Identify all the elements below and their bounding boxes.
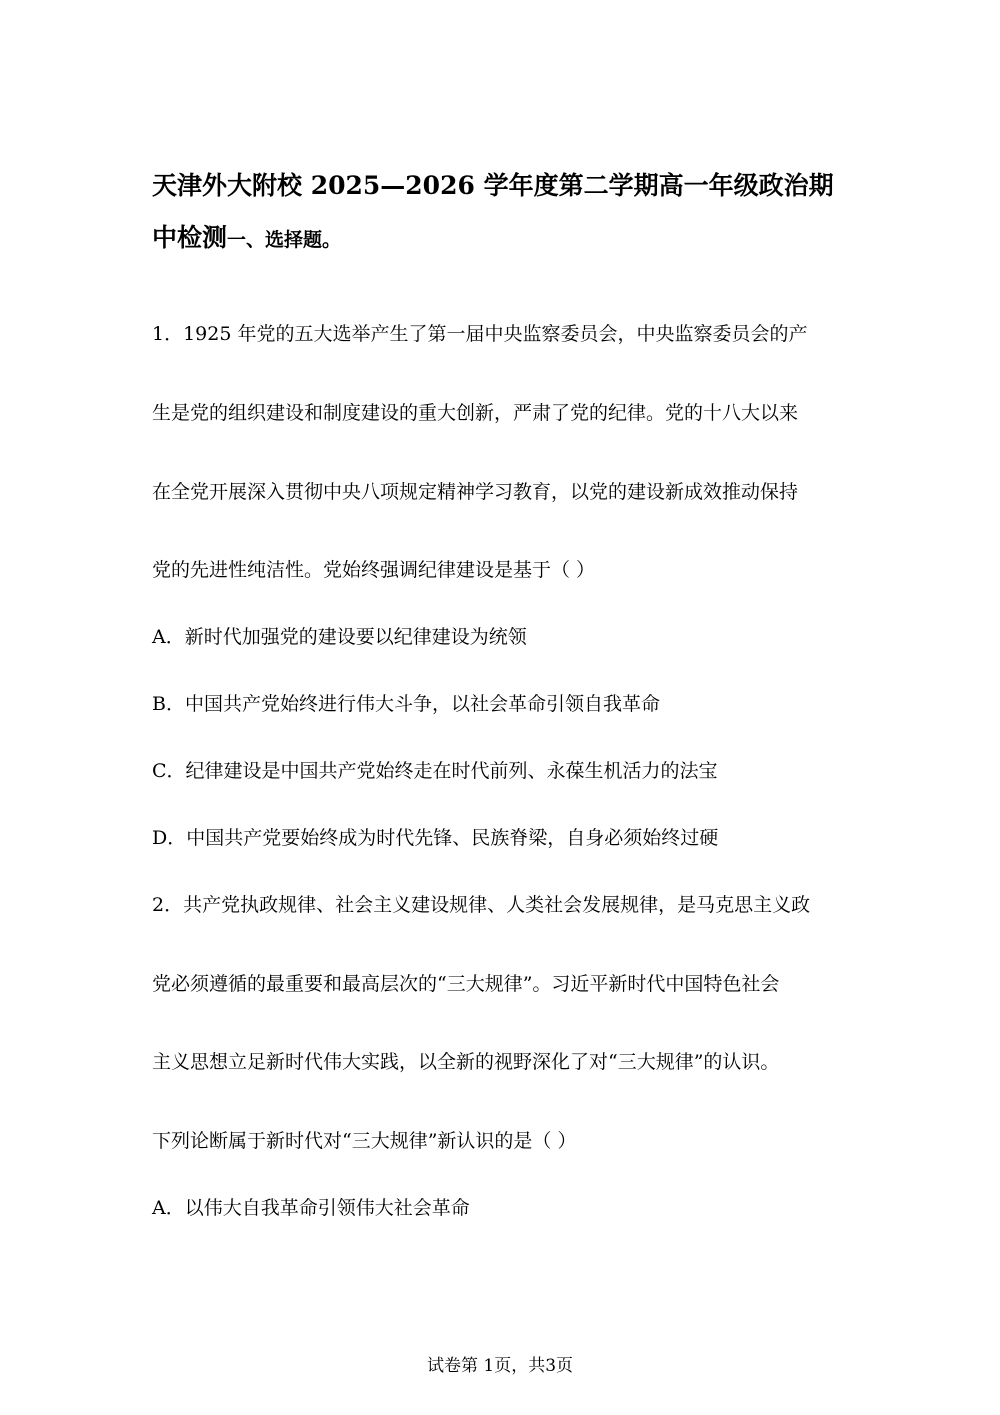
title-and-section-line <box>152 222 341 254</box>
question-1-option-d: D．中国共产党要始终成为时代先锋、民族脊梁，自身必须始终过硬 <box>152 827 719 849</box>
question-2-line-4: 下列论断属于新时代对“三大规律”新认识的是（ ） <box>152 1130 577 1152</box>
question-1-option-b: B．中国共产党始终进行伟大斗争，以社会革命引领自我革命 <box>152 693 660 715</box>
document-title-line-1: 天津外大附校 2025—2026 学年度第二学期高一年级政治期 <box>152 171 834 200</box>
question-1-line-4: 党的先进性纯洁性。党始终强调纪律建设是基于（ ） <box>152 559 596 581</box>
section-heading: 一、选择题。 <box>227 229 342 251</box>
question-2-option-a: A．以伟大自我革命引领伟大社会革命 <box>152 1197 470 1219</box>
question-1-option-a: A．新时代加强党的建设要以纪律建设为统领 <box>152 626 527 648</box>
page-footer: 试卷第 1页，共3页 <box>426 1356 574 1376</box>
question-2-line-2: 党必须遵循的最重要和最高层次的“三大规律”。习近平新时代中国特色社会 <box>152 973 780 995</box>
document-title-line-2: 中检测 <box>152 223 228 252</box>
question-1-line-1: 1．1925 年党的五大选举产生了第一届中央监察委员会，中央监察委员会的产 <box>152 323 808 345</box>
question-2-line-1: 2．共产党执政规律、社会主义建设规律、人类社会发展规律，是马克思主义政 <box>152 894 811 916</box>
question-2-line-3: 主义思想立足新时代伟大实践，以全新的视野深化了对“三大规律”的认识。 <box>152 1051 780 1073</box>
question-1-option-c: C．纪律建设是中国共产党始终走在时代前列、永葆生机活力的法宝 <box>152 760 718 782</box>
question-1-line-2: 生是党的组织建设和制度建设的重大创新，严肃了党的纪律。党的十八大以来 <box>152 402 799 424</box>
question-1-line-3: 在全党开展深入贯彻中央八项规定精神学习教育，以党的建设新成效推动保持 <box>152 481 799 503</box>
